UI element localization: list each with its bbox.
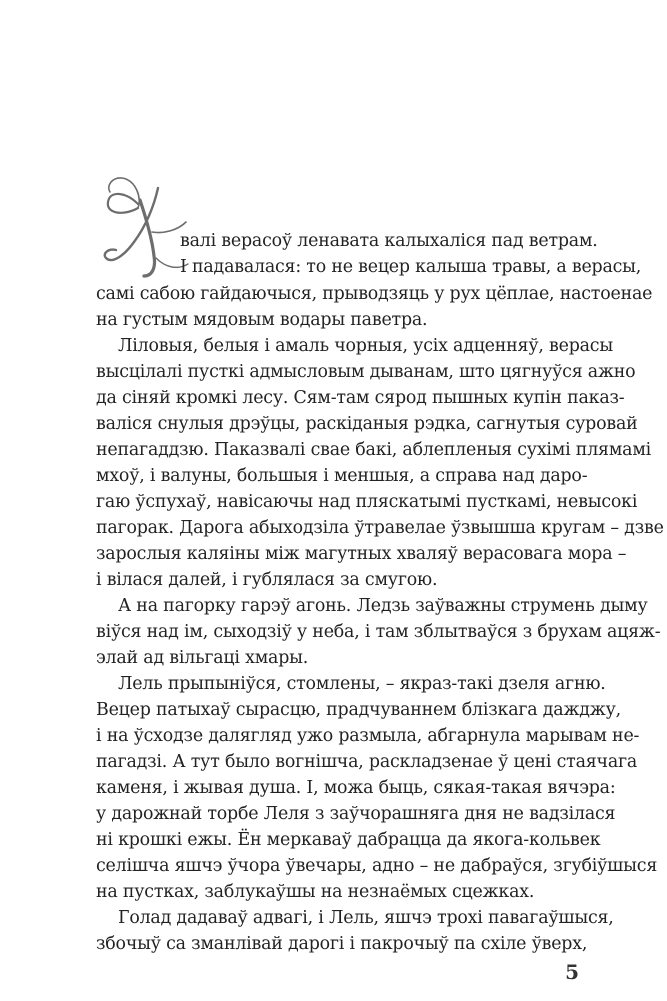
text-line: і на ўсходзе далягляд ужо размыла, абгарнула марывам не- [96, 726, 640, 746]
text-line: валіся снулыя дрэўцы, раскіданыя рэдка, сагнутыя суровай [96, 414, 638, 434]
text-line: высцілалі пусткі адмысловым дыванам, што цягнуўся ажно [96, 362, 636, 382]
text-line: селішча яшчэ ўчора ўвечары, адно – не дабраўся, згубіўшыся [96, 856, 658, 876]
text-line: Вецер патыхаў сырасцю, прадчуваннем блізкага дажджу, [96, 700, 621, 720]
text-line: пагадзі. А тут было вогнішча, раскладзенае ў цені стаячага [96, 752, 638, 772]
text-line: зарослыя каляіны між магутных хваляў верасовага мора – [96, 544, 627, 564]
text-line: віўся над ім, сыходзіў у неба, і там зблытваўся з брухам ацяж- [96, 622, 661, 642]
text-line: у дарожнай торбе Леля з заўчорашняга дня не вадзілася [96, 804, 616, 824]
drop-cap-ornament [100, 172, 192, 284]
text-line: на пустках, заблукаўшы на незнаёмых сцежках. [96, 882, 535, 902]
text-line: Лель прыпыніўся, стомлены, – якраз-такі дзеля агню. [118, 674, 606, 694]
text-line: і вілася далей, і гублялася за смугою. [96, 570, 438, 590]
text-line: Ліловыя, белыя і амаль чорныя, усіх адценняў, верасы [118, 336, 613, 356]
text-line: элай ад вільгаці хмары. [96, 648, 309, 668]
text-line: мхоў, і валуны, большыя і меншыя, а справа над дарo- [96, 466, 588, 486]
text-line: збочыў са зманлівай дарогі і пакрочыў па схіле ўверх, [96, 934, 588, 954]
text-line: пагорак. Дарога абыходзіла ўтравелае ўзвышша кругам – дзве [96, 518, 664, 538]
text-line: да сіняй кромкі лесу. Сям-там сярод пышных купін паказ- [96, 388, 625, 408]
text-line: каменя, і жывая душа. І, можа быць, сякая-такая вячэра: [96, 778, 616, 798]
text-line: А на пагорку гарэў агонь. Ледзь заўважны струмень дыму [118, 596, 648, 616]
text-line: ні крошкі ежы. Ён меркаваў дабрацца да якога-кольвек [96, 830, 601, 850]
text-line: гаю ўспухаў, навісаючы над пляскатымі пусткамі, невысокі [96, 492, 638, 512]
text-line: самі сабою гайдаючыся, прыводзяць у рух цёплае, настоенае [96, 284, 653, 304]
text-line: непагаддзю. Паказвалі свае бакі, аблепленыя сухімі плямамі [96, 440, 652, 460]
drop-cap-script-ya-icon [100, 172, 192, 284]
text-line: І падавалася: то не вецер калыша травы, а верасы, [180, 257, 642, 277]
text-line: Голад дадаваў адвагі, і Лель, яшчэ трохі павагаўшыся, [118, 908, 614, 928]
page-number: 5 [565, 960, 579, 984]
text-line: валі верасоў ленавата калыхаліся пад ветрам. [180, 231, 598, 251]
text-line: на густым мядовым водары паветра. [96, 310, 428, 330]
